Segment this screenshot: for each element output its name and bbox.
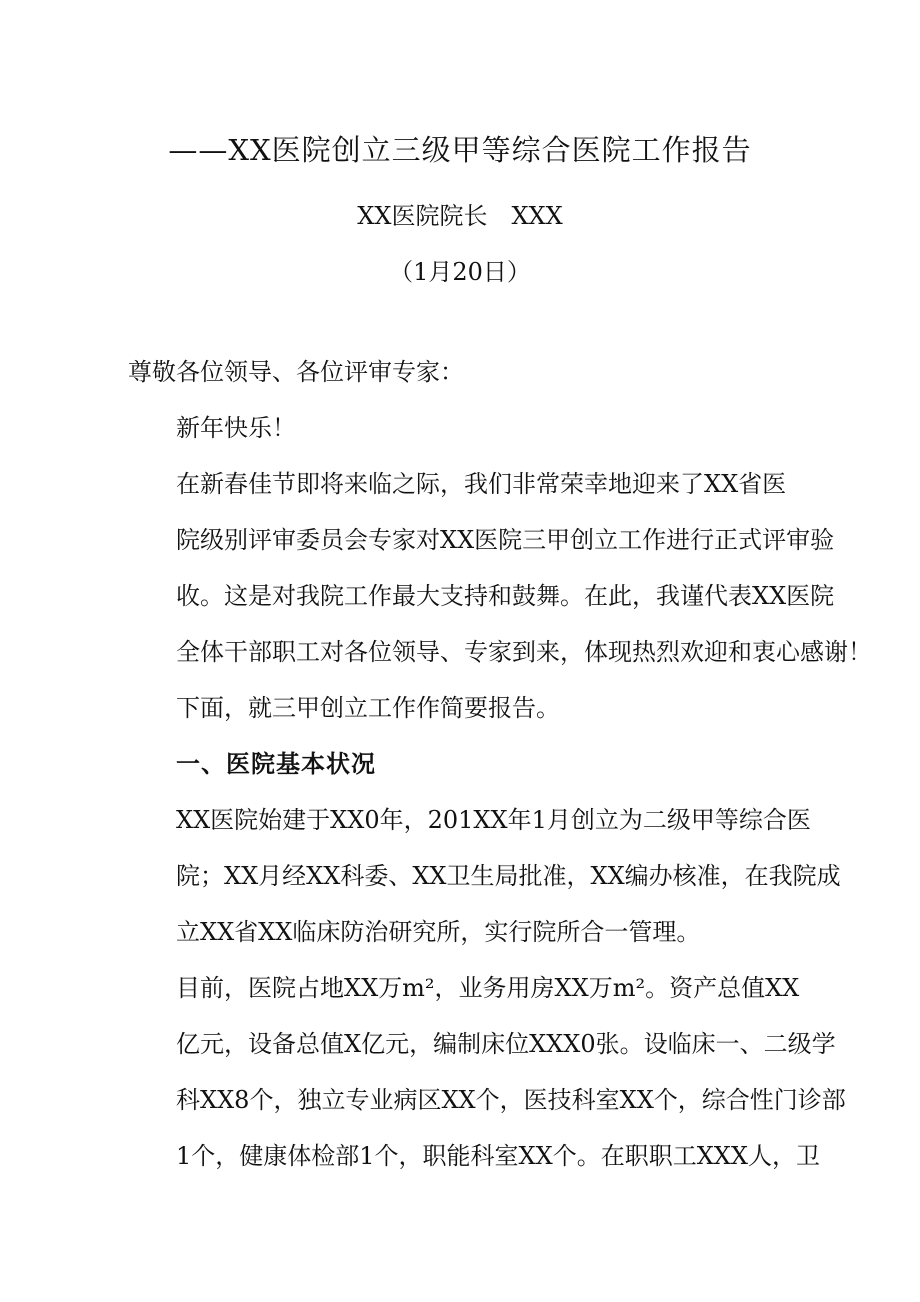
paragraph-line: 科XX8个，独立专业病区XX个，医技科室XX个，综合性门诊部 bbox=[176, 1086, 846, 1114]
report-author: XX医院院长 XXX bbox=[357, 202, 563, 230]
welcome-paragraph bbox=[128, 456, 872, 680]
greeting-paragraph: 新年快乐！ bbox=[176, 414, 296, 442]
paragraph-line: XX医院始建于XX0年，201XX年1月创立为二级甲等综合医 bbox=[176, 806, 811, 834]
section-heading: 一、医院基本状况 bbox=[176, 750, 376, 778]
paragraph-line: 目前，医院占地XX万m²，业务用房XX万m²。资产总值XX bbox=[176, 974, 800, 1002]
paragraph-line: 全体干部职工对各位领导、专家到来，体现热烈欢迎和衷心感谢！ bbox=[176, 638, 872, 666]
report-intro-paragraph: 下面，就三甲创立工作作简要报告。 bbox=[176, 694, 560, 722]
report-date: （1月20日） bbox=[389, 258, 531, 286]
paragraph-line: 1个，健康体检部1个，职能科室XX个。在职职工XXX人，卫 bbox=[176, 1142, 820, 1170]
paragraph-line: 在新春佳节即将来临之际，我们非常荣幸地迎来了XX省医 bbox=[176, 470, 787, 498]
paragraph-line: 立XX省XX临床防治研究所，实行院所合一管理。 bbox=[176, 918, 701, 946]
paragraph-line: 院；XX月经XX科委、XX卫生局批准，XX编办核准，在我院成 bbox=[176, 862, 841, 890]
hospital-history-paragraph bbox=[128, 792, 841, 960]
paragraph-line: 亿元，设备总值X亿元，编制床位XXX0张。设临床一、二级学 bbox=[176, 1030, 836, 1058]
hospital-scale-paragraph bbox=[128, 960, 846, 1184]
paragraph-line: 院级别评审委员会专家对XX医院三甲创立工作进行正式评审验 bbox=[176, 526, 835, 554]
salutation: 尊敬各位领导、各位评审专家： bbox=[128, 358, 464, 386]
paragraph-line: 收。这是对我院工作最大支持和鼓舞。在此，我谨代表XX医院 bbox=[176, 582, 835, 610]
report-title: ——XX医院创立三级甲等综合医院工作报告 bbox=[168, 133, 752, 167]
